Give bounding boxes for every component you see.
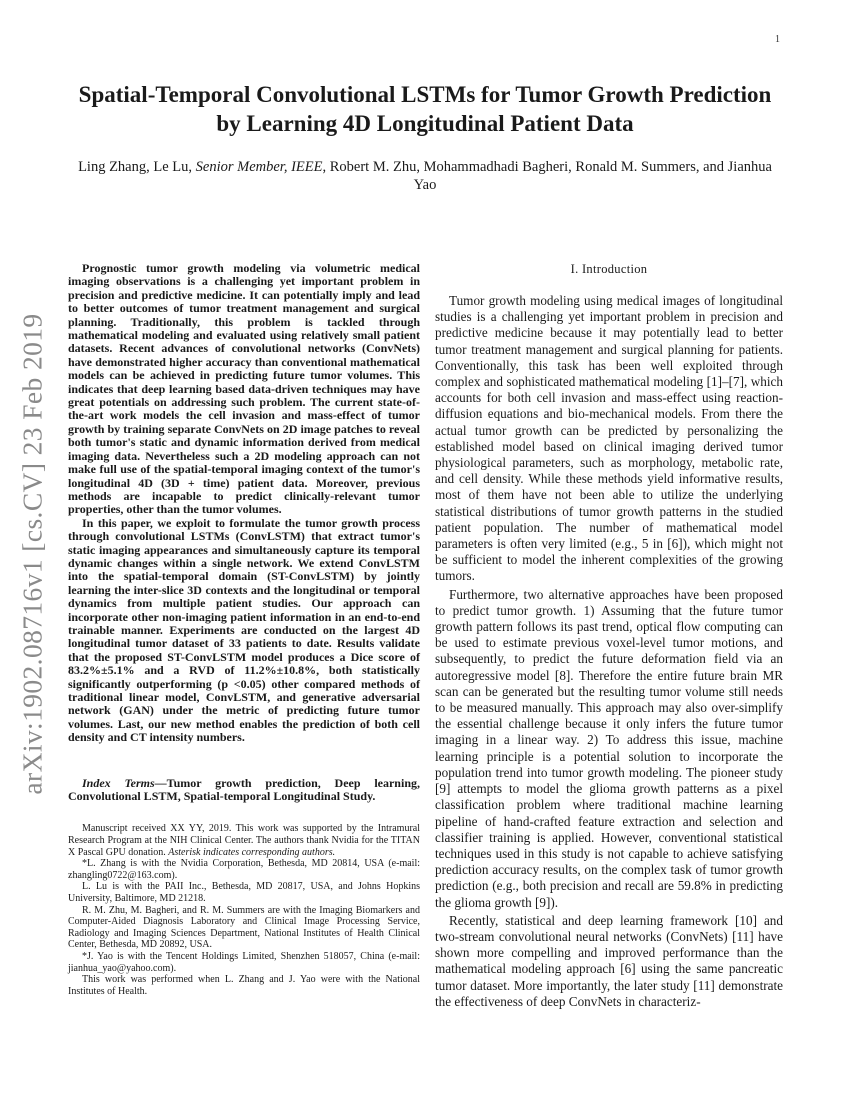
footnote-item: L. Lu is with the PAII Inc., Bethesda, MD 20817, USA, and Johns Hopkins University, Baltimore, MD 21218. — [68, 881, 420, 904]
abstract-paragraph: In this paper, we exploit to formulate the tumor growth process through convolutional LSTMs (ConvLSTM) that extract tumor's static imaging appearances and simultaneously capture its temporal dynamic changes within a single network. We extend ConvLSTM into the spatial-temporal domain (ST-ConvLSTM) by jointly learning the inter-slice 3D contexts and the longitudinal or temporal dynamics from multiple patient studies. Our approach can incorporate other non-imaging patient information in an end-to-end trainable manner. Experiments are conducted on the largest 4D longitudinal tumor dataset of 33 patients to date. Results validate that the proposed ST-ConvLSTM model produces a Dice score of 83.2%±5.1% and a RVD of 11.2%±10.8%, both statistically significantly outperforming (p <0.05) other compared methods of traditional linear model, ConvLSTM, and generative adversarial network (GAN) under the metric of predicting future tumor volumes. Last, our new method enables the prediction of both cell density and CT intensity numbers. — [68, 515, 420, 745]
author-role: Senior Member, IEEE — [195, 159, 323, 175]
body-paragraph: Furthermore, two alternative approaches have been proposed to predict tumor growth. 1) Assuming that the future tumor growth pattern follows its past trend, optical flow computing can be used to estimate previous voxel-level tumor motions, and subsequently, to predict the future deformation field via an autoregressive model [8]. Therefore the entire future brain MR scan can be generated but the resulting tumor volume still needs to be measured manually. This approach may also over-simplify the essential challenge because it only infers the future tumor imaging in a linear way. 2) To address this issue, machine learning principle is a potential solution to incorporate the population trend into tumor growth modeling. The pioneer study [9] attempts to model the glioma growth patterns as a pixel classification problem where traditional machine learning pipeline of hand-crafted feature extraction and selection and classifier training is applied. However, conventional statistical techniques used in this study is not capable to achieve satisfying prediction accuracy results, on the complex task of tumor growth prediction (e.g., both precision and recall are 59.8% in predicting the glioma growth [9]). — [435, 586, 783, 910]
arxiv-stamp — [8, 298, 58, 810]
footnote-item: This work was performed when L. Zhang and J. Yao were with the National Institutes of Health. — [68, 974, 420, 997]
index-terms-text: —Tumor growth prediction, Deep learning, Convolutional LSTM, Spatial-temporal Longitudinal Study. — [68, 775, 420, 804]
paper-title: Spatial-Temporal Convolutional LSTMs for Tumor Growth Prediction by Learning 4D Longitudinal Patient Data — [78, 82, 772, 136]
page-number: 1 — [775, 34, 780, 45]
footnote-item: R. M. Zhu, M. Bagheri, and R. M. Summers are with the Imaging Biomarkers and Computer-Aided Diagnosis Laboratory and Clinical Image Processing Service, Radiology and Imaging Sciences Department, National Institutes of Health Clinical Center, Bethesda, MD 20892, USA. — [68, 904, 420, 951]
authors-rest: , Robert M. Zhu, Mohammadhadi Bagheri, Ronald M. Summers, and Jianhua Yao — [322, 159, 772, 193]
section-body — [435, 293, 783, 1010]
right-column — [435, 262, 783, 1010]
footnotes — [68, 823, 420, 997]
arxiv-identifier: arXiv:1902.08716v1 [cs.CV] 23 Feb 2019 — [17, 313, 49, 795]
author-list — [70, 158, 780, 194]
footnote-manuscript-text: Manuscript received XX YY, 2019. This work was supported by the Intramural Research Program at the NIH Clinical Center. The authors thank Nvidia for the TITAN X Pascal GPU donation. — [68, 823, 420, 858]
footnote-item: *L. Zhang is with the Nvidia Corporation, Bethesda, MD 20814, USA (e-mail: zhangling0722@163.com). — [68, 858, 420, 881]
section-heading: I. Introduction — [570, 262, 648, 276]
footnote-manuscript-emphasis: Asterisk indicates corresponding authors. — [168, 846, 336, 858]
authors-lead: Ling Zhang, Le Lu, — [78, 159, 196, 175]
abstract — [68, 262, 420, 745]
index-terms-label: Index Terms — [82, 775, 155, 790]
left-column — [68, 262, 420, 997]
index-terms — [68, 777, 420, 804]
footnote-item: *J. Yao is with the Tencent Holdings Limited, Shenzhen 518057, China (e-mail: jianhua_yao@yahoo.com). — [68, 950, 420, 974]
body-paragraph: Recently, statistical and deep learning framework [10] and two-stream convolutional neural networks (ConvNets) [11] have shown more compelling and improved performance than the mathematical modeling approach [6] using the same pancreatic tumor dataset. More importantly, the later study [11] demonstrate the effectiveness of deep ConvNets in characteriz- — [435, 912, 783, 1009]
abstract-paragraph: Prognostic tumor growth modeling via volumetric medical imaging observations is a challenging yet important problem in precision and predictive medicine. It can potentially imply and lead to better outcomes of tumor treatment management and surgical planning. Traditionally, this problem is tackled through mathematical modeling and evaluated using relatively small patient datasets. Recent advances of convolutional networks (ConvNets) have demonstrated higher accuracy than conventional mathematical models can be achieved in predicting future tumor volumes. This indicates that deep learning based data-driven techniques may have great potentials on addressing such problem. The current state-of-the-art work models the cell invasion and mass-effect of tumor growth by training separate ConvNets on 2D image patches to reveal both tumor's static and dynamic information derived from medical imaging data. Nevertheless such a 2D modeling approach can not make full use of the spatial-temporal imaging context of the tumor's longitudinal 4D (3D + time) patient data. Moreover, previous methods are incapable to predict clinically-relevant tumor properties, other than the tumor volumes. — [68, 261, 420, 517]
body-paragraph: Tumor growth modeling using medical images of longitudinal studies is a challenging yet important problem in precision and predictive medicine because it may potentially lead to better tumor treatment management and surgical planning for patients. Conventionally, this task has been well exploited through complex and sophisticated mathematical modeling [1]–[7], which accounts for both cell invasion and mass-effect using reaction-diffusion equations and bio-mechanical models. From there the actual tumor growth can be predicted by personalizing the established model based on clinical imaging derived tumor physiological parameters, such as morphology, metabolic rate, and cell density. While these methods yield informative results, most of them have not been able to utilize the underlying statistical distributions of tumor growth patterns in the studied patient population. The number of mathematical model parameters is often very limited (e.g., 5 in [6]), which might not be sufficient to model the inherent complexities of the growing tumors. — [435, 293, 783, 584]
footnote-manuscript — [68, 823, 420, 858]
